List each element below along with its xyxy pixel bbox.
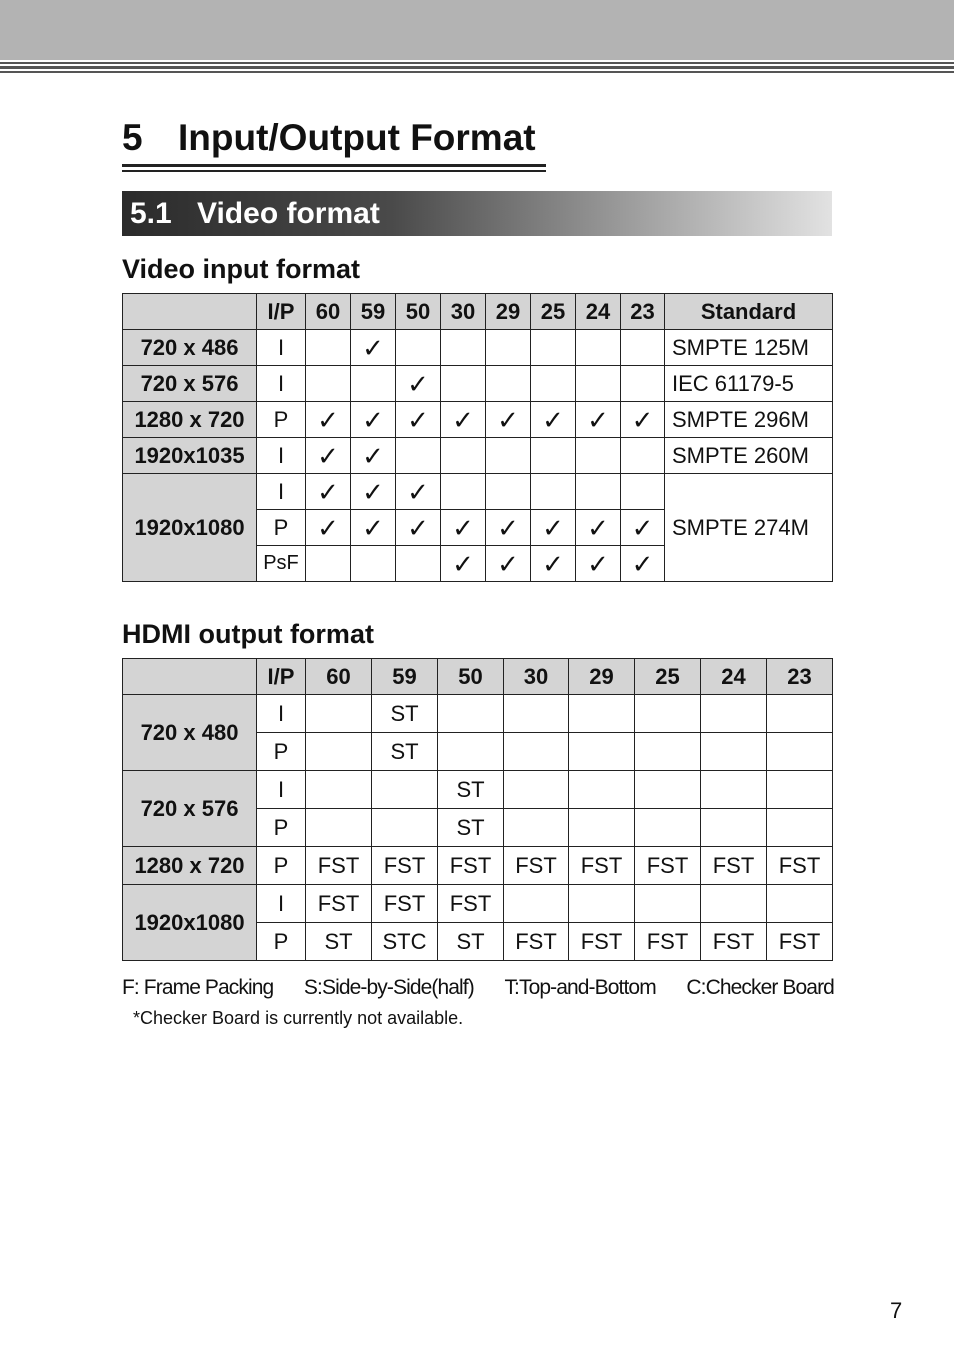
format-cell [701,771,767,809]
format-cell [576,438,621,474]
format-cell [306,330,351,366]
legend-top-and-bottom: T:Top-and-Bottom [504,976,656,999]
header-rule [0,71,954,73]
scan-type-cell: I [257,885,306,923]
format-cell: STC [372,923,438,961]
format-cell [767,809,833,847]
format-cell [306,733,372,771]
column-header: 25 [531,294,576,330]
format-cell [531,474,576,510]
checkmark-cell: ✓ [531,510,576,546]
format-cell [441,366,486,402]
table-header-row [123,294,833,330]
format-cell [576,474,621,510]
format-cell [306,771,372,809]
format-cell [504,809,569,847]
checkmark-cell: ✓ [486,546,531,582]
format-cell [306,546,351,582]
column-header: 23 [767,659,833,695]
table-row [123,402,833,438]
scan-type-cell: P [257,809,306,847]
scan-type-cell: P [257,923,306,961]
header-rule [0,62,954,64]
format-cell [767,885,833,923]
column-header [123,659,257,695]
format-cell [701,885,767,923]
format-cell [569,771,635,809]
format-cell [621,474,665,510]
resolution-cell: 720 x 576 [123,771,257,847]
checkmark-cell: ✓ [396,510,441,546]
checker-board-note: *Checker Board is currently not available. [133,1008,464,1028]
column-header: 50 [396,294,441,330]
page-number: 7 [890,1298,903,1323]
format-cell [635,695,701,733]
checkmark-cell: ✓ [621,510,665,546]
format-cell [351,366,396,402]
table-row [123,474,833,510]
checkmark-cell: ✓ [621,546,665,582]
scan-type-cell: P [257,733,306,771]
video-input-table [122,293,833,582]
column-header: 59 [372,659,438,695]
standard-cell: SMPTE 125M [665,330,833,366]
column-header: 50 [438,659,504,695]
format-cell [486,474,531,510]
standard-cell: IEC 61179-5 [665,366,833,402]
checkmark-cell: ✓ [396,474,441,510]
resolution-cell: 1280 x 720 [123,847,257,885]
format-cell [438,695,504,733]
format-cell: FST [635,923,701,961]
format-cell: FST [701,847,767,885]
format-cell [372,771,438,809]
table-header-row [123,659,833,695]
format-cell [396,438,441,474]
scan-type-cell: I [257,330,306,366]
checkmark-cell: ✓ [441,402,486,438]
scan-type-cell: P [257,402,306,438]
format-cell: FST [438,847,504,885]
column-header: 60 [306,294,351,330]
format-legend [122,976,834,1000]
checkmark-cell: ✓ [441,510,486,546]
scan-type-cell: PsF [257,546,306,582]
format-cell: ST [438,809,504,847]
column-header [123,294,257,330]
checkmark-cell: ✓ [576,510,621,546]
table-row [123,771,833,809]
scan-type-cell: I [257,771,306,809]
legend-frame-packing: F: Frame Packing [122,976,274,999]
format-cell [701,733,767,771]
format-cell [441,474,486,510]
checkmark-cell: ✓ [351,474,396,510]
format-cell [351,546,396,582]
column-header: 24 [701,659,767,695]
column-header: 29 [569,659,635,695]
format-cell [621,366,665,402]
checkmark-cell: ✓ [486,402,531,438]
resolution-cell: 1920x1080 [123,885,257,961]
format-cell [569,885,635,923]
column-header: 59 [351,294,396,330]
format-cell: ST [306,923,372,961]
format-cell: ST [438,771,504,809]
format-cell: ST [372,695,438,733]
resolution-cell: 720 x 480 [123,695,257,771]
section-number: 5.1 [130,197,172,230]
column-header: I/P [257,294,306,330]
column-header: 30 [504,659,569,695]
video-input-heading: Video input format [122,254,361,284]
format-cell [504,733,569,771]
format-cell: FST [372,847,438,885]
scan-type-cell: P [257,847,306,885]
checkmark-cell: ✓ [621,402,665,438]
format-cell [621,438,665,474]
checkmark-cell: ✓ [486,510,531,546]
format-cell [767,695,833,733]
format-cell [372,809,438,847]
column-header: 30 [441,294,486,330]
format-cell [635,733,701,771]
checkmark-cell: ✓ [576,402,621,438]
chapter-title [122,112,546,167]
checkmark-cell: ✓ [306,438,351,474]
format-cell [701,809,767,847]
checkmark-cell: ✓ [531,546,576,582]
checkmark-cell: ✓ [306,510,351,546]
format-cell: FST [569,923,635,961]
checkmark-cell: ✓ [351,402,396,438]
checkmark-cell: ✓ [351,330,396,366]
format-cell [635,771,701,809]
checkmark-cell: ✓ [396,366,441,402]
resolution-cell: 1280 x 720 [123,402,257,438]
format-cell [531,330,576,366]
checkmark-cell: ✓ [441,546,486,582]
header-rule [0,66,954,69]
format-cell [767,771,833,809]
legend-checker-board: C:Checker Board [686,976,834,999]
format-cell [576,366,621,402]
format-cell [531,366,576,402]
format-cell [486,438,531,474]
format-cell: ST [438,923,504,961]
scan-type-cell: I [257,438,306,474]
legend-side-by-side: S:Side-by-Side(half) [303,976,474,999]
format-cell [569,695,635,733]
format-cell [621,330,665,366]
format-cell [306,809,372,847]
checkmark-cell: ✓ [306,474,351,510]
format-cell [635,809,701,847]
format-cell [441,330,486,366]
format-cell [306,366,351,402]
format-cell [438,733,504,771]
format-cell: ST [372,733,438,771]
checkmark-cell: ✓ [576,546,621,582]
hdmi-output-heading: HDMI output format [122,619,374,649]
checkmark-cell: ✓ [351,438,396,474]
column-header: 29 [486,294,531,330]
format-cell [396,330,441,366]
format-cell [396,546,441,582]
format-cell [576,330,621,366]
format-cell [635,885,701,923]
scan-type-cell: I [257,474,306,510]
format-cell [306,695,372,733]
scan-type-cell: P [257,510,306,546]
resolution-cell: 720 x 486 [123,330,257,366]
header-bar [0,0,954,60]
section-title-text: Video format [197,197,380,230]
table-row [123,330,833,366]
format-cell: FST [767,847,833,885]
resolution-cell: 720 x 576 [123,366,257,402]
format-cell: FST [438,885,504,923]
format-cell [569,733,635,771]
standard-cell: SMPTE 296M [665,402,833,438]
table-row [123,366,833,402]
column-header: 60 [306,659,372,695]
format-cell [767,733,833,771]
section-title [122,191,832,236]
format-cell: FST [306,847,372,885]
chapter-number: 5 [122,117,143,158]
table-row [123,438,833,474]
column-header: 23 [621,294,665,330]
format-cell [504,771,569,809]
column-header: 24 [576,294,621,330]
format-cell [504,695,569,733]
column-header: 25 [635,659,701,695]
format-cell [701,695,767,733]
format-cell [486,330,531,366]
standard-cell: SMPTE 260M [665,438,833,474]
format-cell: FST [504,923,569,961]
format-cell [441,438,486,474]
checkmark-cell: ✓ [351,510,396,546]
table-row [123,847,833,885]
column-header: Standard [665,294,833,330]
format-cell: FST [504,847,569,885]
table-row [123,885,833,923]
format-cell: FST [701,923,767,961]
format-cell: FST [569,847,635,885]
resolution-cell: 1920x1080 [123,474,257,582]
checkmark-cell: ✓ [531,402,576,438]
hdmi-output-table [122,658,833,961]
column-header: I/P [257,659,306,695]
standard-cell: SMPTE 274M [665,474,833,582]
scan-type-cell: I [257,366,306,402]
format-cell [486,366,531,402]
table-row [123,695,833,733]
scan-type-cell: I [257,695,306,733]
checkmark-cell: ✓ [396,402,441,438]
format-cell [531,438,576,474]
format-cell: FST [372,885,438,923]
resolution-cell: 1920x1035 [123,438,257,474]
chapter-title-text: Input/Output Format [178,117,536,158]
format-cell: FST [767,923,833,961]
format-cell: FST [635,847,701,885]
format-cell [569,809,635,847]
format-cell: FST [306,885,372,923]
checkmark-cell: ✓ [306,402,351,438]
format-cell [504,885,569,923]
